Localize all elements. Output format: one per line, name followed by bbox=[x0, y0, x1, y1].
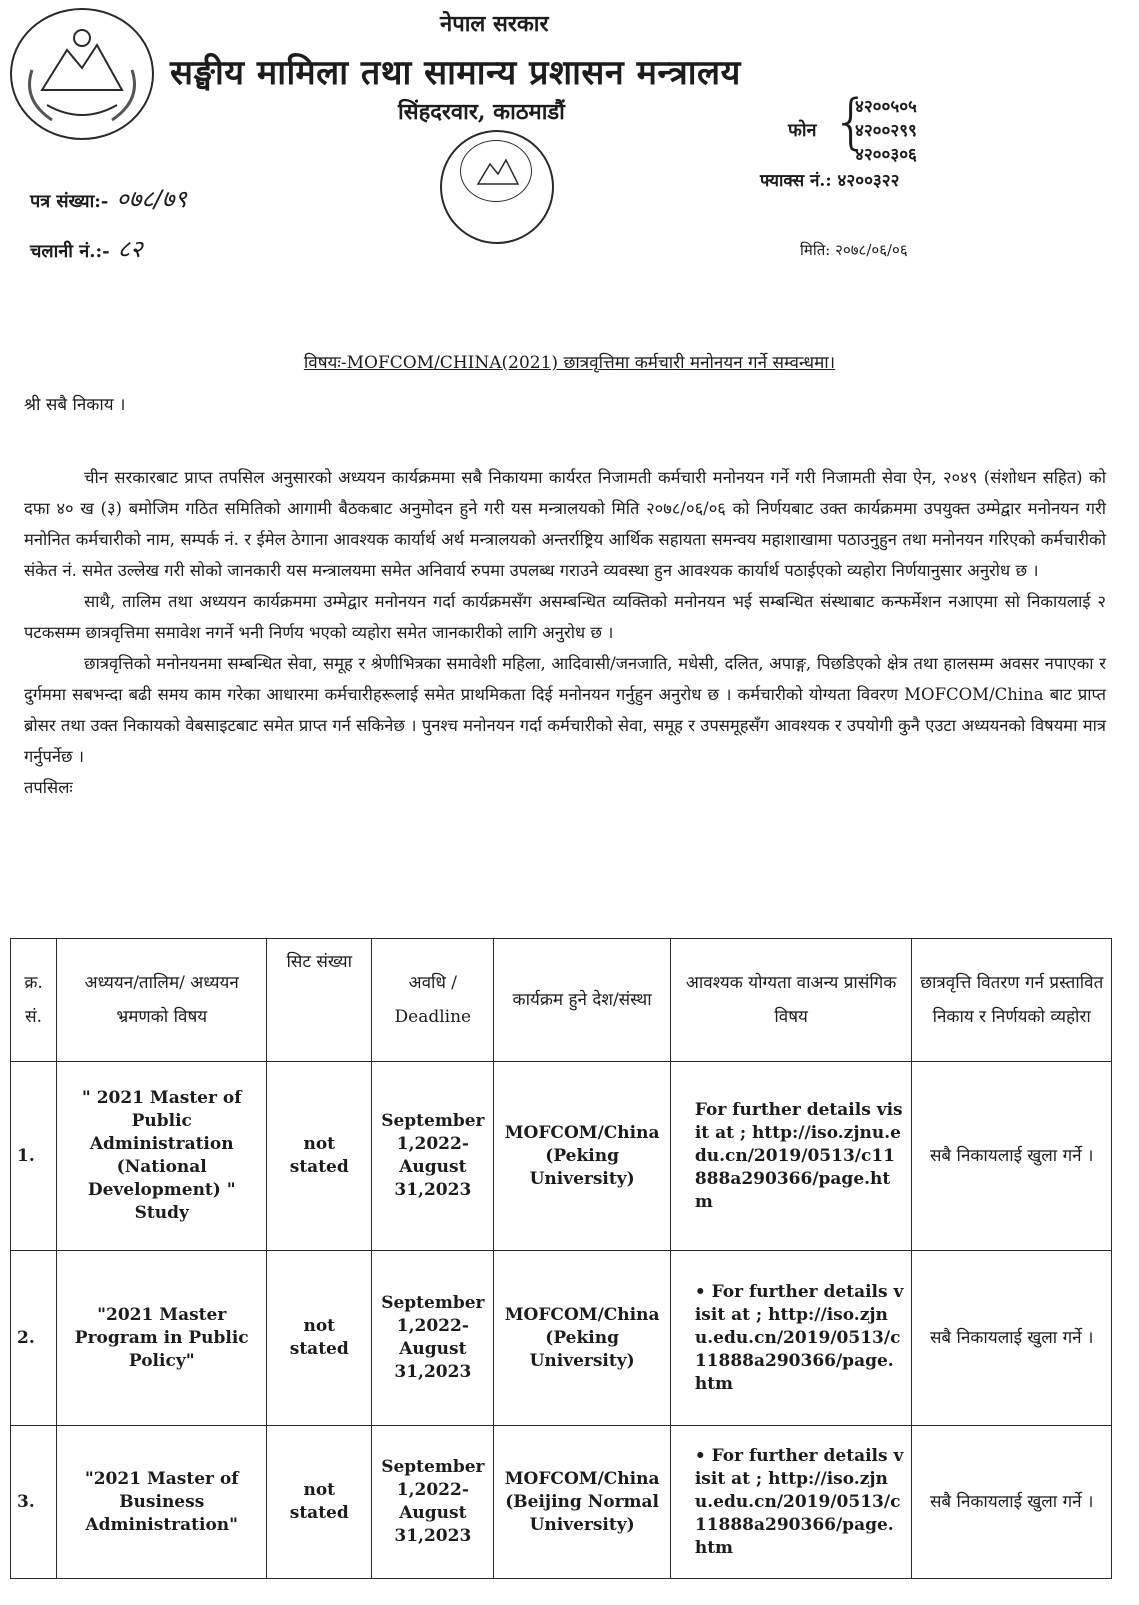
serial-cell: 1. bbox=[11, 1062, 57, 1251]
subject-cell: "2021 Master of Business Administration" bbox=[57, 1426, 267, 1579]
office-stamp-inner-ring bbox=[460, 140, 532, 202]
letter-number-line bbox=[30, 182, 187, 215]
dispatch-number-label: चलानी नं.:- bbox=[30, 241, 110, 262]
emblem-graphic bbox=[12, 10, 152, 138]
nepal-emblem-logo bbox=[10, 8, 154, 140]
venue-cell: MOFCOM/China (Peking University) bbox=[494, 1251, 670, 1426]
column-header: छात्रवृत्ति वितरण गर्न प्रस्तावित निकाय र निर्णयको व्यहोरा bbox=[912, 939, 1112, 1062]
column-header: आवश्यक योग्यता वाअन्य प्रासंगिक विषय bbox=[670, 939, 912, 1062]
scholarship-table bbox=[10, 938, 1112, 1579]
column-header: क्र. सं. bbox=[11, 939, 57, 1062]
government-name: नेपाल सरकार bbox=[440, 11, 549, 37]
period-cell: September 1,2022- August 31,2023 bbox=[372, 1426, 494, 1579]
column-header: अध्ययन/तालिम/ अध्ययन भ्रमणको विषय bbox=[57, 939, 267, 1062]
requirement-cell: For further details visit at ; http://iso.zjnu.edu.cn/2019/0513/c11888a290366/page.htm bbox=[670, 1062, 912, 1251]
fax-label: फ्याक्स नं.: bbox=[760, 171, 832, 191]
date-line bbox=[800, 240, 908, 260]
venue-cell: MOFCOM/China (Peking University) bbox=[494, 1062, 670, 1251]
phone-label: फोन bbox=[788, 120, 817, 141]
requirement-cell bbox=[670, 1251, 912, 1426]
letter-number-label: पत्र संख्या:- bbox=[30, 191, 109, 212]
column-header: सिट संख्या bbox=[267, 939, 372, 1062]
table-header-row bbox=[11, 939, 1112, 1062]
column-header: अवधि / Deadline bbox=[372, 939, 494, 1062]
office-stamp bbox=[440, 130, 554, 244]
phone-brace: { bbox=[832, 87, 871, 157]
phone-number: ४२००२९९ bbox=[855, 121, 917, 141]
phone-number: ४२००५०५ bbox=[855, 97, 917, 117]
requirement-cell bbox=[670, 1426, 912, 1579]
decision-cell: सबै निकायलाई खुला गर्ने । bbox=[912, 1062, 1112, 1251]
decision-cell: सबै निकायलाई खुला गर्ने । bbox=[912, 1251, 1112, 1426]
dispatch-number: ८२ bbox=[117, 235, 143, 263]
letter-number: ०७८/७९ bbox=[116, 185, 187, 213]
paragraph: चीन सरकारबाट प्राप्त तपसिल अनुसारको अध्ययन कार्यक्रममा सबै निकायमा कार्यरत निजामती कर्मचारी मनोनयन गर्ने गरी निजामती सेवा ऐन, २०४९ (संशोधन सहित) को दफा ४० ख (३) बमोजिम गठित समितिको आगामी बैठकबाट अनुमोदन हुने गरी यस मन्त्रालयको मिति २०७८/०६/०६ को निर्णयबाट उक्त कार्यक्रममा उपयुक्त उम्मेद्वार मनोनयन गरी मनोनित कर्मचारीको नाम, सम्पर्क नं. र ईमेल ठेगाना आवश्यक कार्यार्थ अर्थ मन्त्रालयको अन्तर्राष्ट्रिय आर्थिक सहायता समन्वय महाशाखामा पठाउनुहुन तथा मनोनयन गरिएको कर्मचारीको संकेत नं. समेत उल्लेख गरी सोको जानकारी यस मन्त्रालयमा समेत अनिवार्य रुपमा उपलब्ध गराउने व्यवस्था हुन आवश्यक कार्यार्थ पठाईएको व्यहोरा निर्णयानुसार अनुरोध छ । bbox=[24, 468, 1106, 580]
date-label: मिति: bbox=[800, 241, 831, 259]
seats-cell: not stated bbox=[267, 1426, 372, 1579]
phone-number: ४२००३०६ bbox=[855, 145, 917, 165]
requirement-text: • For further details visit at ; http://iso.zjnu.edu.cn/2019/0513/c11888a290366/page.htm bbox=[695, 1446, 904, 1558]
seats-cell: not stated bbox=[267, 1062, 372, 1251]
fax-line bbox=[760, 168, 899, 191]
salutation: श्री सबै निकाय । bbox=[24, 395, 126, 415]
requirement-text: • For further details visit at ; http://iso.zjnu.edu.cn/2019/0513/c11888a290366/page.htm bbox=[695, 1282, 904, 1394]
dispatch-number-line bbox=[30, 232, 143, 265]
letter-body bbox=[24, 462, 1106, 803]
serial-cell: 3. bbox=[11, 1426, 57, 1579]
subject-cell: "2021 Master Program in Public Policy" bbox=[57, 1251, 267, 1426]
seats-cell: not stated bbox=[267, 1251, 372, 1426]
details-label: तपसिलः bbox=[24, 778, 73, 797]
table-row bbox=[11, 1251, 1112, 1426]
subject-cell: " 2021 Master of Public Administration (National Development) " Study bbox=[57, 1062, 267, 1251]
ministry-name: सङ्घीय मामिला तथा सामान्य प्रशासन मन्त्रालय bbox=[170, 53, 741, 93]
date-value: २०७८/०६/०६ bbox=[835, 241, 908, 259]
paragraph: छात्रवृत्तिको मनोनयनमा सम्बन्धित सेवा, समूह र श्रेणीभित्रका समावेशी महिला, आदिवासी/जनजाति, मधेसी, दलित, अपाङ्ग, पिछडिएको क्षेत्र तथा हालसम्म अवसर नपाएका र दुर्गममा सबभन्दा बढी समय काम गरेका आधारमा कर्मचारीहरूलाई समेत प्राथमिकता दिई मनोनयन गर्नुहुन अनुरोध छ । कर्मचारीको योग्यता विवरण MOFCOM/China बाट प्राप्त ब्रोसर तथा उक्त निकायको वेबसाइटबाट समेत प्राप्त गर्न सकिनेछ । पुनश्च मनोनयन गर्दा कर्मचारीको सेवा, समूह र उपसमूहसँग आवश्यक र उपयोगी कुनै एउटा अध्ययनको विषयमा मात्र गर्नुपर्नेछ । bbox=[24, 654, 1106, 766]
venue-cell: MOFCOM/China (Beijing Normal University) bbox=[494, 1426, 670, 1579]
letter-subject: विषयः-MOFCOM/CHINA(2021) छात्रवृत्तिमा कर्मचारी मनोनयन गर्ने सम्वन्धमा। bbox=[303, 353, 836, 373]
decision-cell: सबै निकायलाई खुला गर्ने । bbox=[912, 1426, 1112, 1579]
fax-number: ४२००३२२ bbox=[837, 171, 900, 191]
period-cell: September 1,2022- August 31,2023 bbox=[372, 1062, 494, 1251]
paragraph: साथै, तालिम तथा अध्ययन कार्यक्रममा उम्मेद्वार मनोनयन गर्दा कार्यक्रमसँग असम्बन्धित व्यक्तिको मनोनयन भई सम्बन्धित संस्थाबाट कन्फर्मेशन नआएमा सो निकायलाई २ पटकसम्म छात्रवृत्तिमा समावेश नगर्ने भनी निर्णय भएको व्यहोरा समेत जानकारीको लागि अनुरोध छ । bbox=[24, 592, 1106, 642]
phone-numbers bbox=[855, 95, 917, 167]
table-row bbox=[11, 1062, 1112, 1251]
column-header: कार्यक्रम हुने देश/संस्था bbox=[494, 939, 670, 1062]
table-row bbox=[11, 1426, 1112, 1579]
ministry-address: सिंहदरवार, काठमाडौं bbox=[398, 99, 565, 125]
period-cell: September 1,2022- August 31,2023 bbox=[372, 1251, 494, 1426]
serial-cell: 2. bbox=[11, 1251, 57, 1426]
